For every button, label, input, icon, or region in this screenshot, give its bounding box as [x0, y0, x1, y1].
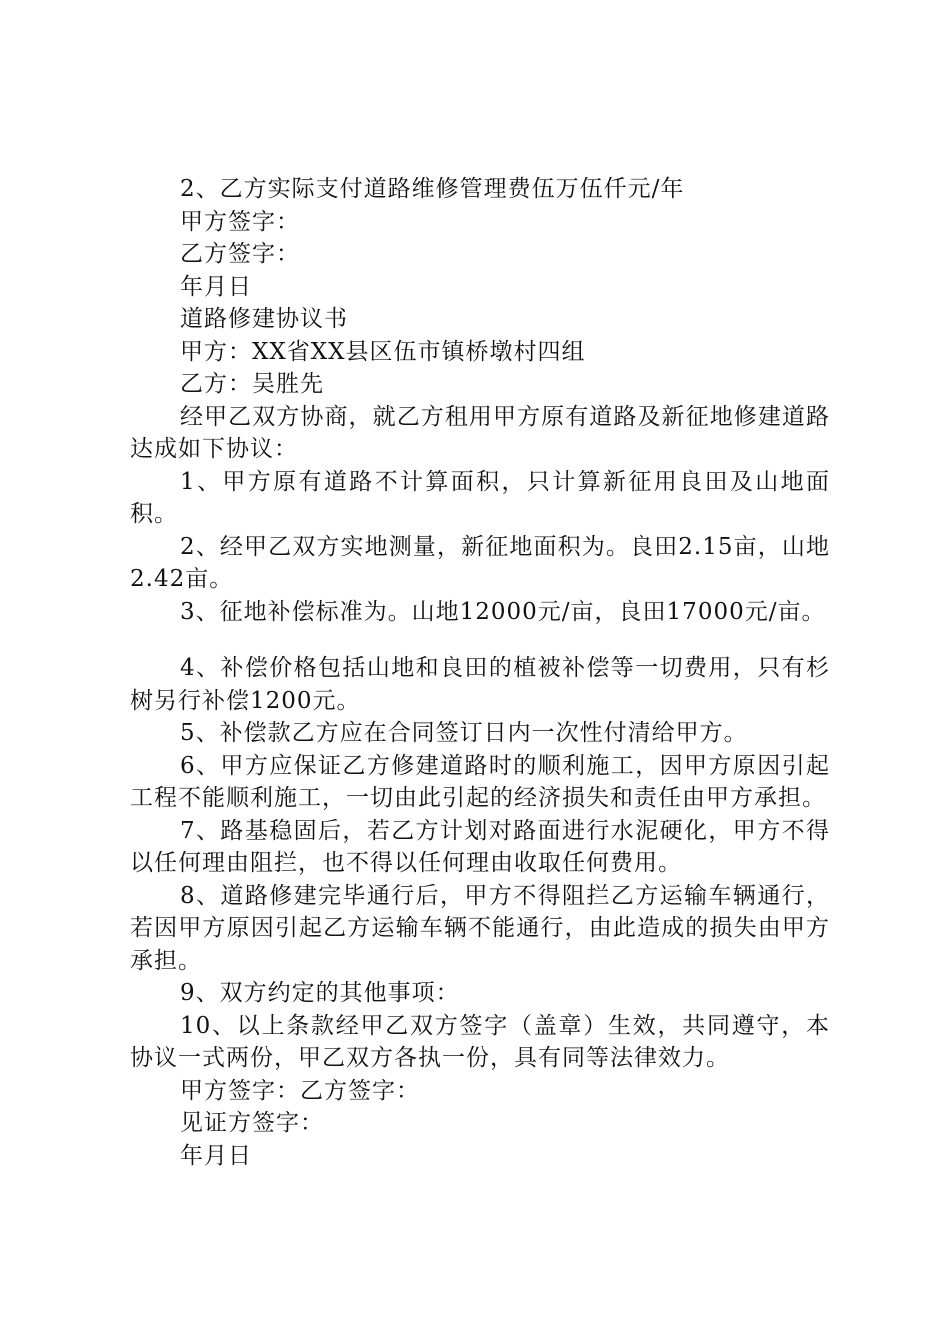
clause-10: 10、以上条款经甲乙双方签字（盖章）生效，共同遵守，本协议一式两份，甲乙双方各执一份，具有同等法律效力。	[130, 1012, 830, 1071]
agreement-title: 道路修建协议书	[180, 306, 348, 332]
clause-6: 6、甲方应保证乙方修建道路时的顺利施工，因甲方原因引起工程不能顺利施工，一切由此引起的经济损失和责任由甲方承担。	[130, 752, 830, 811]
payment-clause: 2、乙方实际支付道路维修管理费伍万伍仟元/年	[180, 176, 685, 202]
clause-3: 3、征地补偿标准为。山地12000元/亩，良田17000元/亩。	[180, 598, 826, 625]
date-line: 年月日	[180, 273, 252, 300]
signature-line: 甲方签字：乙方签字：	[180, 1077, 420, 1104]
party-b-signature-line: 乙方签字：	[180, 241, 300, 267]
intro-paragraph: 经甲乙双方协商，就乙方租用甲方原有道路及新征地修建道路达成如下协议：	[130, 403, 830, 462]
party-a-signature-line: 甲方签字：	[180, 208, 300, 235]
party-b-line: 乙方：吴胜先	[180, 371, 324, 397]
clause-2: 2、经甲乙双方实地测量，新征地面积为。良田2.15亩，山地2.42亩。	[130, 533, 830, 592]
clause-5: 5、补偿款乙方应在合同签订日内一次性付清给甲方。	[180, 720, 748, 746]
paragraph-gap	[130, 628, 830, 652]
document-body	[130, 173, 830, 1172]
clause-9: 9、双方约定的其他事项：	[180, 980, 460, 1006]
clause-7: 7、路基稳固后，若乙方计划对路面进行水泥硬化，甲方不得以任何理由阻拦，也不得以任何理由收取任何费用。	[130, 817, 830, 876]
party-a-line: 甲方：XX省XX县区伍市镇桥墩村四组	[180, 338, 586, 365]
clause-1: 1、甲方原有道路不计算面积，只计算新征用良田及山地面积。	[130, 468, 830, 527]
clause-8: 8、道路修建完毕通行后，甲方不得阻拦乙方运输车辆通行，若因甲方原因引起乙方运输车辆不能通行，由此造成的损失由甲方承担。	[130, 882, 830, 974]
witness-signature-line: 见证方签字：	[180, 1110, 324, 1136]
clause-4: 4、补偿价格包括山地和良田的植被补偿等一切费用，只有杉树另行补偿1200元。	[130, 655, 830, 714]
closing-date-line: 年月日	[180, 1142, 252, 1169]
